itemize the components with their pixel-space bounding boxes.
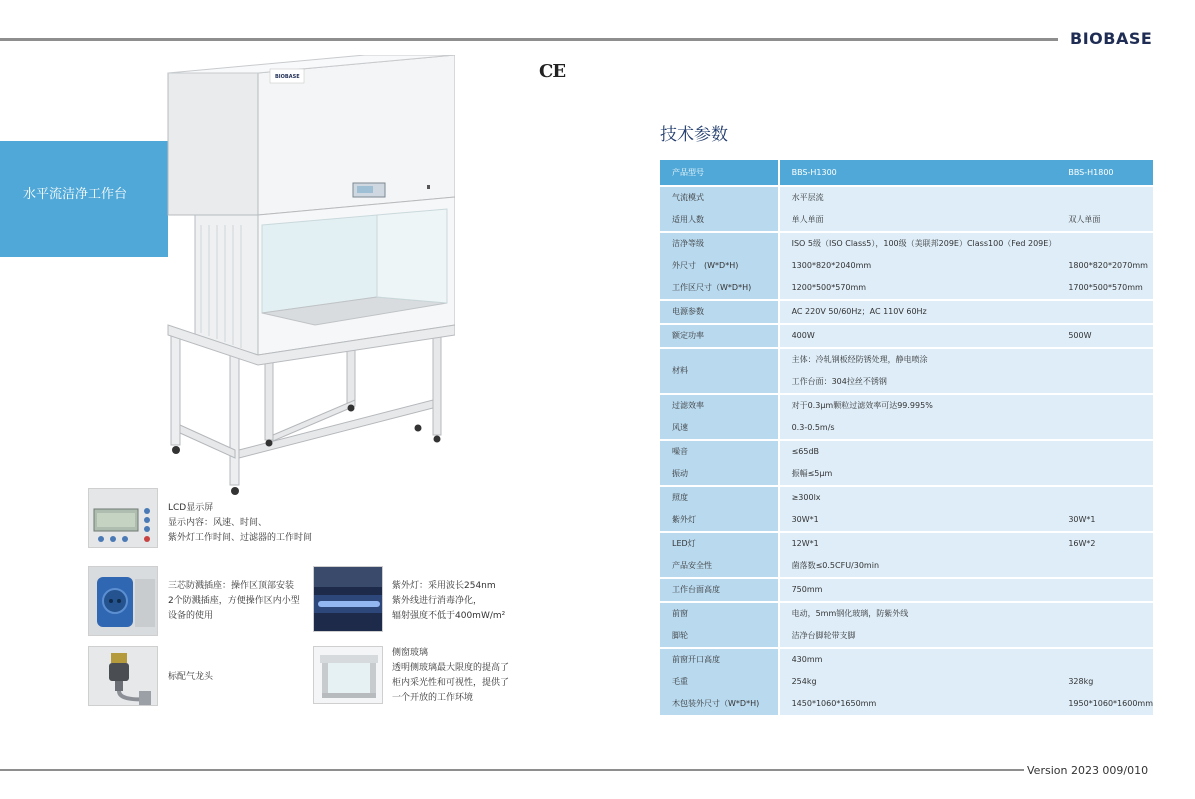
brand-logo: BIOBASE	[1070, 29, 1153, 48]
gas-tap-thumbnail	[88, 646, 158, 706]
spec-value: 振幅≤5μm	[791, 469, 833, 478]
product-name: 水平流洁净工作台	[23, 187, 128, 202]
spec-row	[660, 648, 1153, 716]
spec-label: 紫外灯	[672, 515, 696, 524]
spec-label-cell	[660, 324, 779, 348]
spec-label: 洁净等级	[672, 239, 704, 248]
spec-value-cell-2	[1056, 232, 1153, 300]
socket-line: 设备的使用	[168, 611, 214, 621]
spec-value-cell-1	[779, 348, 1057, 394]
spec-header-row	[660, 160, 1153, 186]
spec-value: 双人单面	[1068, 215, 1101, 224]
spec-label-cell	[660, 486, 779, 532]
gas-line: 标配气龙头	[168, 672, 214, 682]
spec-label: 工作台面高度	[672, 585, 720, 594]
spec-value: 12W*1	[791, 539, 819, 548]
uv-lamp-thumbnail	[313, 566, 383, 632]
uv-line: 紫外线进行消毒净化，	[392, 596, 483, 606]
spec-row	[660, 324, 1153, 348]
spec-value	[1068, 233, 1153, 255]
spec-row	[660, 348, 1153, 394]
spec-value	[1068, 441, 1153, 463]
uv-description	[392, 579, 505, 624]
spec-row	[660, 486, 1153, 532]
spec-value-cell-1	[779, 578, 1057, 602]
spec-label: 木包装外尺寸（W*D*H)	[672, 699, 760, 708]
spec-value: 1450*1060*1650mm	[791, 699, 877, 708]
glass-line: 一个开放的工作环境	[392, 693, 474, 703]
spec-value: 工作台面：304拉丝不锈钢	[791, 377, 887, 386]
glass-line: 柜内采光性和可视性，提供了	[392, 678, 510, 688]
lcd-thumbnail	[88, 488, 158, 548]
cabinet-logo: BIOBASE	[275, 74, 300, 80]
spec-label: 气流模式	[672, 193, 704, 202]
spec-value: 16W*2	[1068, 539, 1096, 548]
spec-label: 前窗	[672, 609, 688, 618]
spec-value: 1200*500*570mm	[791, 283, 867, 292]
spec-value-cell-2	[1056, 348, 1153, 394]
spec-value: 水平层流	[791, 193, 824, 202]
spec-value-cell-2	[1056, 532, 1153, 578]
spec-value	[1068, 487, 1153, 509]
spec-value: 400W	[791, 331, 815, 340]
spec-label-cell	[660, 602, 779, 648]
spec-value: 单人单面	[791, 215, 824, 224]
lcd-line: LCD显示屏	[168, 503, 214, 513]
header-rule	[0, 38, 1058, 41]
gas-tap-description	[168, 670, 213, 685]
spec-row	[660, 394, 1153, 440]
spec-value-cell-2	[1056, 578, 1153, 602]
spec-value: ISO 5级（ISO Class5），100级（美联邦209E）Class100（Fed 209E）	[791, 239, 1057, 248]
spec-label: 毛重	[672, 677, 688, 686]
spec-row	[660, 300, 1153, 324]
lcd-description	[168, 501, 312, 546]
spec-model-2: BBS-H1800	[1056, 160, 1153, 186]
spec-value	[1068, 555, 1153, 577]
spec-label-cell	[660, 300, 779, 324]
spec-label-cell	[660, 394, 779, 440]
spec-label: 前窗开口高度	[672, 655, 720, 664]
spec-value-empty	[1068, 371, 1153, 393]
spec-label: LED灯	[672, 539, 696, 548]
spec-value	[1068, 603, 1153, 625]
spec-label: 额定功率	[672, 331, 704, 340]
spec-label-cell	[660, 578, 779, 602]
side-glass-description	[392, 646, 509, 706]
spec-value-cell-1	[779, 394, 1057, 440]
glass-line: 侧窗玻璃	[392, 648, 429, 658]
spec-table	[660, 160, 1153, 717]
spec-value: 1800*820*2070mm	[1068, 261, 1148, 270]
spec-value: 30W*1	[791, 515, 819, 524]
spec-value	[1068, 395, 1153, 417]
spec-value-cell-2	[1056, 324, 1153, 348]
spec-header-label: 产品型号	[660, 160, 779, 186]
spec-value-cell-1	[779, 324, 1057, 348]
spec-value: 254kg	[791, 677, 817, 686]
glass-line: 透明侧玻璃最大限度的提高了	[392, 663, 510, 673]
spec-label: 适用人数	[672, 215, 704, 224]
spec-label: 风速	[672, 423, 688, 432]
socket-thumbnail	[88, 566, 158, 636]
spec-label: 脚轮	[672, 631, 688, 640]
spec-label: 照度	[672, 493, 688, 502]
spec-title: 技术参数	[660, 125, 728, 145]
spec-value-cell-1	[779, 602, 1057, 648]
spec-value: 750mm	[791, 585, 823, 594]
spec-value-cell-1	[779, 486, 1057, 532]
spec-label-cell	[660, 648, 779, 716]
spec-value-cell-2	[1056, 186, 1153, 232]
clean-bench-image	[165, 55, 455, 495]
spec-row	[660, 186, 1153, 232]
spec-label: 外尺寸 (W*D*H)	[672, 261, 739, 270]
socket-description	[168, 579, 300, 624]
spec-value-empty	[1068, 349, 1153, 371]
spec-label-cell	[660, 232, 779, 300]
spec-value-cell-1	[779, 648, 1057, 716]
spec-value-cell-1	[779, 440, 1057, 486]
spec-label: 过滤效率	[672, 401, 704, 410]
spec-value: 500W	[1068, 331, 1092, 340]
spec-model-1: BBS-H1300	[779, 160, 1057, 186]
spec-label-cell	[660, 532, 779, 578]
spec-value	[1068, 187, 1153, 209]
spec-value: AC 220V 50/60Hz；AC 110V 60Hz	[791, 307, 927, 316]
spec-value	[1068, 579, 1153, 601]
spec-row	[660, 578, 1153, 602]
spec-label: 工作区尺寸（W*D*H)	[672, 283, 752, 292]
spec-value-cell-2	[1056, 486, 1153, 532]
spec-value: ≤65dB	[791, 447, 820, 456]
spec-value-cell-1	[779, 232, 1057, 300]
spec-row	[660, 532, 1153, 578]
lcd-line: 显示内容：风速、时间、	[168, 518, 268, 528]
spec-label: 产品安全性	[672, 561, 712, 570]
lcd-line: 紫外灯工作时间、过滤器的工作时间	[168, 533, 313, 543]
spec-label-cell	[660, 186, 779, 232]
spec-label: 振动	[672, 469, 688, 478]
spec-value	[1068, 649, 1153, 671]
version-label: Version 2023 009/010	[1027, 764, 1149, 777]
spec-value: 1700*500*570mm	[1068, 283, 1143, 292]
spec-label-cell	[660, 348, 779, 394]
spec-label: 噪音	[672, 447, 688, 456]
spec-value: 1300*820*2040mm	[791, 261, 872, 270]
spec-value: 对于0.3μm颗粒过滤效率可达99.995%	[791, 401, 933, 410]
spec-value: 328kg	[1068, 677, 1094, 686]
spec-value-cell-1	[779, 532, 1057, 578]
spec-value-cell-2	[1056, 440, 1153, 486]
ce-mark: CE	[539, 61, 566, 82]
spec-value: ≥300lx	[791, 493, 821, 502]
socket-line: 2个防溅插座，方便操作区内小型	[168, 596, 300, 606]
spec-label: 电源参数	[672, 307, 704, 316]
spec-value	[1068, 625, 1153, 647]
spec-value: 菌落数≤0.5CFU/30min	[791, 561, 880, 570]
uv-line: 紫外灯：采用波长254nm	[392, 581, 496, 591]
socket-line: 三芯防溅插座：操作区顶部安装	[168, 581, 295, 591]
spec-value: 30W*1	[1068, 515, 1096, 524]
spec-value: 主体：冷轧钢板经防锈处理，静电喷涂	[791, 355, 928, 364]
spec-label: 材料	[672, 366, 688, 375]
spec-value-cell-1	[779, 186, 1057, 232]
side-glass-thumbnail	[313, 646, 383, 704]
spec-value: 电动，5mm钢化玻璃，防紫外线	[791, 609, 909, 618]
spec-value-cell-2	[1056, 394, 1153, 440]
spec-value-cell-1	[779, 300, 1153, 324]
uv-line: 辐射强度不低于400mW/m²	[392, 611, 506, 621]
spec-label-cell	[660, 440, 779, 486]
spec-row	[660, 440, 1153, 486]
spec-row	[660, 232, 1153, 300]
footer-rule	[0, 769, 1024, 771]
spec-value: 1950*1060*1600mm	[1068, 699, 1153, 708]
spec-value-cell-2	[1056, 602, 1153, 648]
spec-value-cell-2	[1056, 648, 1153, 716]
spec-value: 0.3-0.5m/s	[791, 423, 835, 432]
spec-row	[660, 602, 1153, 648]
spec-value: 洁净台脚轮带支脚	[791, 631, 856, 640]
spec-value: 430mm	[791, 655, 823, 664]
spec-value	[1068, 463, 1153, 485]
spec-value	[1068, 417, 1153, 439]
